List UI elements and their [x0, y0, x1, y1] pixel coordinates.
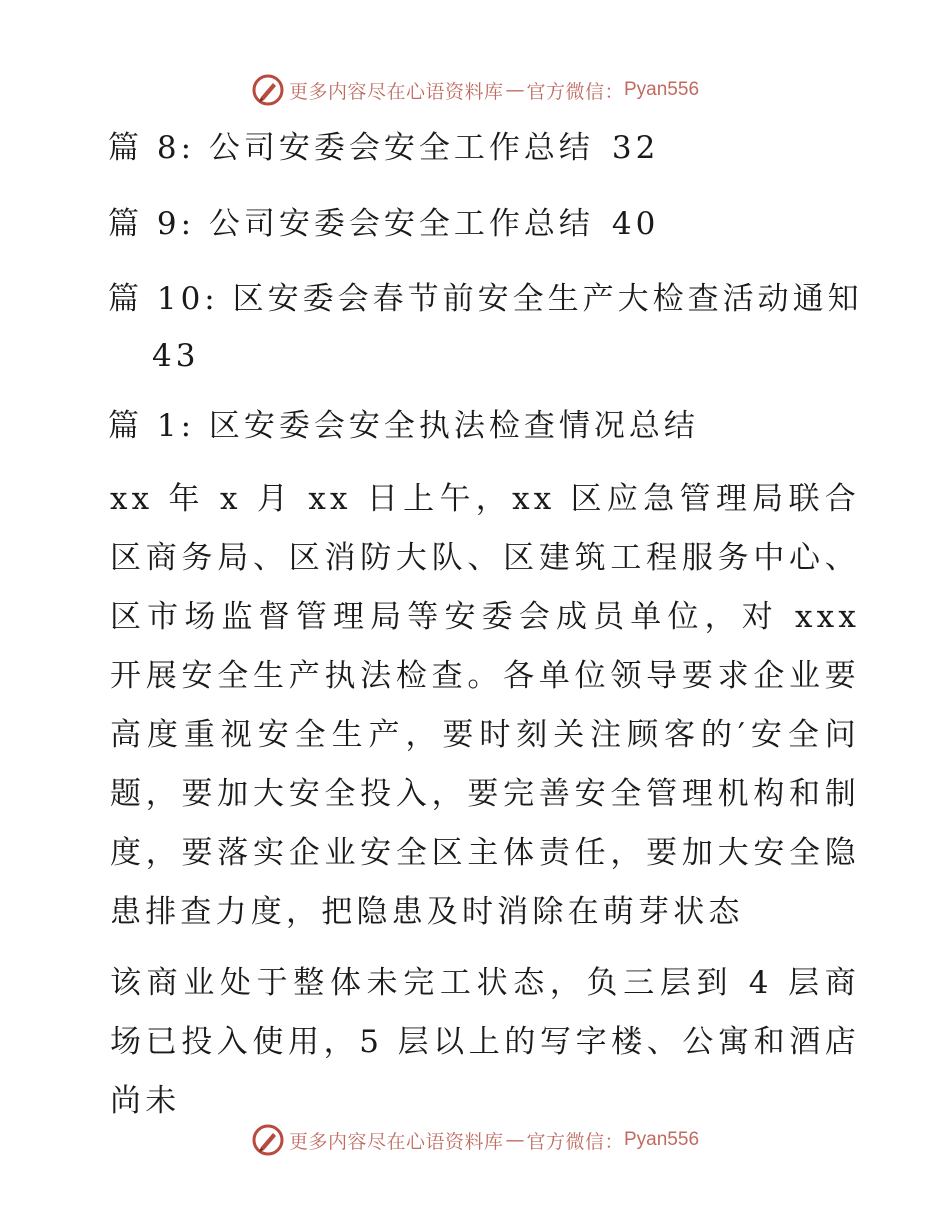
toc-entry — [108, 126, 659, 170]
body-paragraph: xx 年 x 月 xx 日上午，xx 区应急管理局联合区商务局、区消防大队、区建筑工程服务中心、区市场监督管理局等安委会成员单位，对 xxx 开展安全生产执法检查。各单位领导要求企业要高度重视安全生产，要时刻关注顾客的′安全问题，要加大安全投入，要完善安全管理机构和制度，要落实企业安全区主体责任，要加大安全隐患排查力度，把隐患及时消除在萌芽状态 — [110, 481, 860, 930]
watermark-separator: — — [505, 1129, 525, 1151]
toc-entry — [108, 277, 863, 321]
watermark-text: 更多内容尽在心语资料库 — [288, 1130, 504, 1153]
toc-entry-label: 篇 9: 公司安委会安全工作总结 — [108, 206, 594, 242]
toc-entry-page: 32 — [611, 130, 660, 166]
pen-logo-icon — [251, 1123, 285, 1157]
watermark-wechat-label: 官方微信： — [526, 80, 624, 103]
watermark-wechat-id: Pyan556 — [624, 1129, 700, 1150]
footer-watermark — [0, 1122, 950, 1158]
toc-entry-page: 40 — [611, 206, 660, 242]
section-heading: 篇 1: 区安委会安全执法检查情况总结 — [108, 408, 699, 444]
body-paragraph: 该商业处于整体未完工状态，负三层到 4 层商场已投入使用，5 层以上的写字楼、公寓和酒店尚未 — [110, 965, 860, 1119]
toc-entry-page: 43 — [152, 338, 200, 374]
pen-logo-icon — [251, 73, 285, 107]
toc-entry-label: 篇 10: 区安委会春节前安全生产大检查活动通知 — [108, 281, 863, 317]
header-watermark — [0, 72, 950, 108]
toc-entry-label: 篇 8: 公司安委会安全工作总结 — [108, 130, 594, 166]
watermark-wechat-label: 官方微信： — [526, 1130, 624, 1153]
toc-entry — [108, 202, 659, 246]
watermark-wechat-id: Pyan556 — [624, 79, 700, 100]
watermark-text: 更多内容尽在心语资料库 — [288, 80, 504, 103]
watermark-separator: — — [505, 79, 525, 101]
